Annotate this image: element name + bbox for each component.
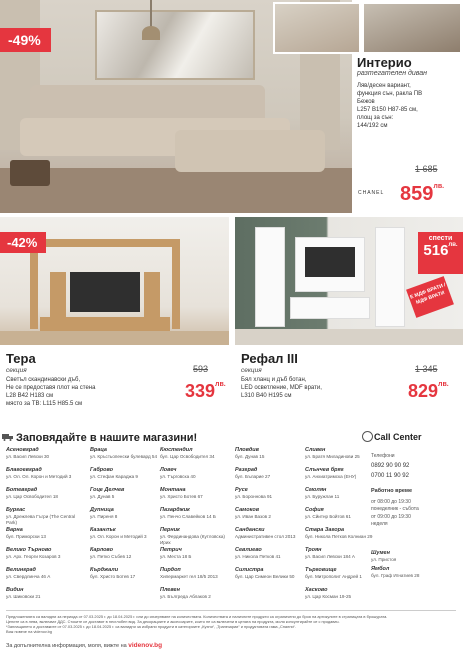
call-center-heading: Call Center [374,432,422,442]
mdf-ribbon: Е МДФ ВРАТИ / МДФ ВРАТИ [406,276,454,318]
store-entry[interactable] [305,547,377,560]
store-address: ул. Кръстьопенски булевард 54 [90,454,158,459]
store-entry[interactable] [235,567,307,580]
hours-line: неделя [371,521,388,527]
store-address: ул. Ол. Корон и Методий 3 [90,534,147,539]
store-entry[interactable] [90,447,162,460]
store-entry[interactable] [90,507,162,520]
discount-badge: -42% [0,232,46,253]
store-entry[interactable] [235,487,307,500]
store-entry[interactable] [90,527,162,540]
store-entry[interactable] [235,547,307,560]
product-desc-line: 144/192 см [357,123,388,129]
store-city: Габрово [90,467,114,473]
store-city: Пирдоп [160,567,181,573]
store-entry[interactable] [6,507,78,526]
store-address: ул. Васил Левски 184 А [305,554,355,559]
store-city: Бургас [6,507,26,513]
store-city: Пловдив [235,447,259,453]
store-city: Хасково [305,587,328,593]
store-address: бул. Дунав 15 [235,454,265,459]
store-address: ул. Васил Левски 30 [6,454,50,459]
store-address: ул. Бългреда Аблаков 2 [160,594,211,599]
store-entry[interactable] [90,487,162,500]
store-entry[interactable] [160,447,232,460]
store-city: Плевен [160,587,180,593]
product-desc-line: Бежов [357,99,375,105]
store-city: Велинград [6,567,36,573]
store-entry[interactable] [305,567,377,580]
store-entry[interactable] [235,467,307,480]
store-entry[interactable] [235,527,307,540]
old-price: 1 685 [415,164,438,174]
store-address: ул. Буружлан 11 [305,494,340,499]
store-address: ул. Цар Косман 19-25 [305,594,352,599]
store-address: бул. Приморски 13 [6,534,46,539]
store-address: Административен стол 2013 [235,534,296,539]
phone-number[interactable]: 0892 90 90 92 [371,463,410,469]
new-price: $829^{лв.}$ [408,381,449,401]
store-city: Казанлък [90,527,116,533]
store-address: ул. Ол. Ол. Корон и Методий 3 [6,474,72,479]
store-entry[interactable] [6,567,78,580]
store-city: Велико Търново [6,547,52,553]
store-entry[interactable] [160,527,232,546]
store-address: ул. Цар Освободител 18 [6,494,58,499]
store-address: ул. Сйитнр Бойтов 61 [305,514,351,519]
store-address: ул. Братя Миладинови 25 [305,454,360,459]
top-product-info [357,55,461,130]
store-address: ул. Свердлинча 46 А [6,574,51,579]
sofa-thumbnail-2 [362,2,462,54]
store-city: Кърджали [90,567,119,573]
store-city: Варна [6,527,23,533]
store-city: Видин [6,587,24,593]
store-entry[interactable] [160,487,232,500]
new-price: $859^{лв.}$ [400,183,445,205]
store-city: Стара Загора [305,527,345,533]
store-city: Враца [90,447,107,453]
old-price: 1 345 [415,364,438,374]
old-price: 593 [193,364,209,374]
store-address: ул. Анхиатримска (ЕНУ) [305,474,357,479]
store-city: Търговище [305,567,337,573]
store-entry[interactable] [6,467,78,480]
store-city: Пазарджик [160,507,190,513]
product-title: Рефал III [241,351,298,366]
store-address: ул. Пенчо Славейков 14 Б [160,514,216,519]
store-city: Гоце Делчев [90,487,125,493]
store-city: Петрич [160,547,182,553]
store-entry[interactable] [160,547,232,560]
hours-line: понеделник - събота [371,506,419,512]
store-entry[interactable] [305,507,377,520]
truck-icon [2,433,13,441]
product-desc-line: Ляв/десен вариант, [357,83,411,89]
store-address: ул. Бороннова 91 [235,494,273,499]
savings-badge: спести $516^{лв.}$ [418,232,463,274]
store-city: Сандански [235,527,265,533]
footer: За допълнителна информация, моля, вижте на videnov.bg [6,642,163,649]
store-entry[interactable] [6,487,78,500]
phones-label: Телефони [371,453,395,459]
store-city: Силистра [235,567,264,573]
store-entry[interactable] [160,467,232,480]
store-address: ул. Места 18 Б [160,554,192,559]
store-address: ул. Никола Петков 41 [235,554,281,559]
sofa-thumbnail-1 [273,2,361,54]
store-address: бул. Митрополит Андрей 1 [305,574,362,579]
store-entry[interactable] [6,527,78,540]
store-city: София [305,507,324,513]
store-city: Троян [305,547,322,553]
store-address: ул. Иван Вазов 2 [235,514,271,519]
store-entry[interactable] [6,447,78,460]
fine-print: Предложенията са валидни за периода от 07.03.2025 г. до 18.04.2025 г. или до изчерпване на количествата. Количествата и наличните продукти са ограничени до броя на артикулите в страницата в брошурата. Цените са в лева, включват ДДС. Стоките се доставят в несглобен вид. За декорациите и аксесоарите, които не са включени в цената на продукта, моля консултирайте се с продавач. *Заплащането и доставките от 07.03.2025 г. до 18.04.2025 г. са валидни за избрани продукти в категориите „Кухни“, „Трапезарии“ и продуктовата гама „Спални“. Виж повече на videnov.bg [6,614,388,634]
store-entry[interactable] [90,547,162,560]
store-entry[interactable] [305,587,377,600]
store-city: Сливен [305,447,326,453]
new-price: $339^{лв.}$ [185,381,226,401]
store-city: Слънчев бряг [305,467,344,473]
store-entry[interactable] [160,567,232,580]
headset-icon [362,431,373,442]
store-address: бул. Бъларие 27 [235,474,271,479]
store-city: Русе [235,487,248,493]
store-address: ул. Христо Ботев 67 [160,494,203,499]
store-city: Самоков [235,507,260,513]
store-entry[interactable] [235,447,307,460]
product-desc-line: функция сън, ракла ПВ [357,91,423,97]
store-city: Асеновград [6,447,39,453]
store-entry[interactable] [90,567,162,580]
hours-label: Работно време [371,488,413,494]
phone-number[interactable]: 0700 11 90 92 [371,473,409,479]
store-entry[interactable]: Ямбол бул. Граф Игнатиев 28 [371,566,420,578]
product-desc-line: площ за сън: [357,115,394,121]
hours-line: от 09:00 до 19:30 [371,514,411,520]
store-address: Хипермаркет гел 18/5 2013 [160,574,218,579]
product-title: Интерио [357,55,412,70]
stores-heading: Заповядайте в нашите магазини! [16,432,198,444]
store-address: бул. Цар Симеон Велики 50 [235,574,295,579]
store-city: Севлиево [235,547,262,553]
store-city: Монтана [160,487,186,493]
store-address: бул. Никола Петков Колниан 29 [305,534,373,539]
product-subtitle: секция [241,367,262,374]
store-address: ул. Стефан Караджа 9 [90,474,138,479]
product-subtitle: разтегателен диван [357,70,428,77]
store-address: ул. Петко Събев 12 [90,554,132,559]
store-entry[interactable] [235,507,307,520]
store-city: Смолян [305,487,327,493]
store-entry[interactable] [305,447,377,460]
product-subtitle: секция [6,367,27,374]
store-address: ул. Търговска 40 [160,474,196,479]
store-city: Дупница [90,507,114,513]
store-entry[interactable] [6,547,78,560]
store-address: ул. Арх. Георги Козаров 3 [6,554,61,559]
store-entry[interactable] [160,507,232,520]
product-desc: Светъл скандинавски дъб, Не се предоставя плот на стена L28 В42 Н183 см място за ТВ: L115 Н85.5 см [6,377,96,407]
store-address: ул. Дунав 5 [90,494,115,499]
store-address: ул. Пиреня 8 [90,514,118,519]
store-city: Разград [235,467,258,473]
store-entry[interactable]: Шумен ул. Пристоя [371,550,397,562]
store-entry[interactable] [305,527,377,540]
website-link[interactable]: videnov.bg [128,642,163,649]
store-city: Ботевград [6,487,38,493]
store-city: Карлово [90,547,113,553]
store-entry[interactable] [6,587,78,600]
store-city: Кюстендил [160,447,193,453]
store-entry[interactable] [160,587,232,600]
store-address: ул. Фердинандова (Кутловска) Ирих [160,534,225,545]
divider [6,610,456,611]
store-city: Перник [160,527,180,533]
brand-mark: CHANEL [358,190,385,196]
store-address: бул. Цар Освободител 34 [160,454,215,459]
store-entry[interactable] [305,467,377,480]
product-desc: Бял хланц и дъб ботан, LED осветление, MDF врати, L310 В40 Н195 см [241,377,322,399]
store-entry[interactable] [90,467,162,480]
store-city: Благоевград [6,467,42,473]
store-entry[interactable] [305,487,377,500]
store-city: Ловеч [160,467,177,473]
discount-badge: -49% [0,28,51,52]
store-address: ул. Дрежлева Гъгри (The Central Park) [6,514,76,525]
product-title: Тера [6,351,36,366]
store-address: бул. Христо Ботев 17 [90,574,136,579]
store-address: ул. Шиковски 21 [6,594,41,599]
product-desc-line: L257 В150 Н87-85 см, [357,107,418,113]
hours-line: от 08:00 до 19:30 [371,499,411,505]
